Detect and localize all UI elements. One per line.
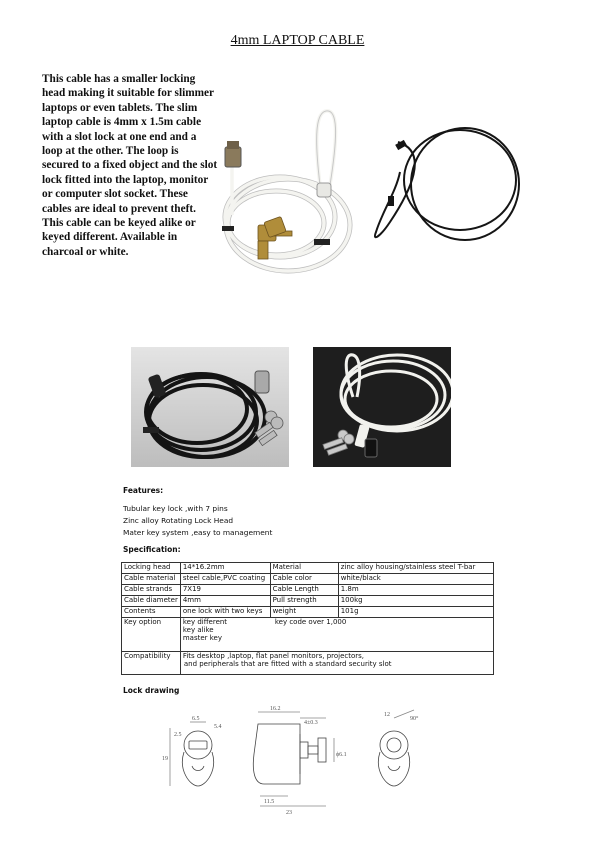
- dim-label: 12: [384, 712, 390, 718]
- spec-value: 14*16.2mm: [180, 563, 270, 574]
- dim-label: 90°: [410, 716, 419, 722]
- table-row: [122, 618, 494, 652]
- black-cable-gray-photo: [131, 347, 289, 467]
- spec-label: Compatibility: [122, 652, 181, 675]
- compatibility-line: Fits desktop ,laptop, flat panel monitors, projectors,: [182, 652, 365, 660]
- table-row: [122, 563, 494, 574]
- lock-drawing: [140, 700, 440, 820]
- dim-label: 6.5: [192, 716, 200, 722]
- spec-label: Key option: [122, 618, 181, 652]
- compatibility-cell: [180, 652, 493, 675]
- table-row: [122, 596, 494, 607]
- dim-label: 23: [286, 810, 292, 816]
- spec-value: steel cable,PVC coating: [180, 574, 270, 585]
- features-list: [123, 503, 272, 538]
- spec-value: white/black: [338, 574, 493, 585]
- dim-label: 16.2: [270, 706, 281, 712]
- compatibility-line: and peripherals that are fitted with a standard security slot: [183, 660, 392, 668]
- spec-value: 100kg: [338, 596, 493, 607]
- specification-table: [121, 562, 494, 675]
- spec-value: 4mm: [180, 596, 270, 607]
- spec-value: zinc alloy housing/stainless steel T-bar: [338, 563, 493, 574]
- features-heading: Features:: [123, 486, 164, 495]
- key-option-value: master key: [182, 634, 223, 642]
- dim-label: 4±0.3: [304, 720, 318, 726]
- dim-label: ϕ6.1: [336, 752, 347, 758]
- white-cable-dark-photo: [313, 347, 451, 467]
- lock-rear-view: [378, 710, 414, 786]
- table-row: [122, 607, 494, 618]
- dim-label: 11.5: [264, 799, 275, 805]
- dim-label: 5.4: [214, 724, 222, 730]
- spec-value: 1.8m: [338, 585, 493, 596]
- spec-label: Cable color: [270, 574, 338, 585]
- feature-item: Zinc alloy Rotating Lock Head: [123, 515, 234, 525]
- table-row: [122, 585, 494, 596]
- key-option-value: key alike: [182, 626, 214, 634]
- spec-value: 7X19: [180, 585, 270, 596]
- dim-label: 19: [162, 756, 168, 762]
- key-option-value: key different: [182, 618, 228, 626]
- spec-label: Cable strands: [122, 585, 181, 596]
- dim-label: 2.5: [174, 732, 182, 738]
- intro-paragraph: This cable has a smaller locking head making it suitable for slimmer laptops or even tablets. The slim laptop cable is 4mm x 1.5m cable with a slot lock at one end and a loop at the other. The loop is secured to a fixed object and the slot lock fitted into the laptop, monitor or computer slot socket. These cables are ideal to prevent theft. This cable can be keyed alike or keyed different. Available in charcoal or white.: [42, 73, 218, 258]
- spec-label: Cable diameter: [122, 596, 181, 607]
- key-code-note: key code over 1,000: [274, 618, 347, 626]
- spec-label: weight: [270, 607, 338, 618]
- page-title: 4mm LAPTOP CABLE: [230, 33, 365, 48]
- table-row: [122, 652, 494, 675]
- feature-item: Tubular key lock ,with 7 pins: [123, 504, 228, 513]
- lock-side-view: [253, 712, 334, 806]
- specification-heading: Specification:: [123, 545, 181, 554]
- feature-item: Mater key system ,easy to management: [123, 527, 273, 537]
- spec-label: Cable Length: [270, 585, 338, 596]
- key-option-cell: [180, 618, 493, 652]
- lock-drawing-heading: Lock drawing: [123, 686, 180, 695]
- spec-label: Locking head: [122, 563, 181, 574]
- black-cable-photo: [370, 112, 520, 252]
- spec-label: Contents: [122, 607, 181, 618]
- spec-value: 101g: [338, 607, 493, 618]
- spec-label: Cable material: [122, 574, 181, 585]
- spec-label: Pull strength: [270, 596, 338, 607]
- spec-value: one lock with two keys: [180, 607, 270, 618]
- white-cable-photo: [218, 105, 358, 280]
- spec-label: Material: [270, 563, 338, 574]
- table-row: [122, 574, 494, 585]
